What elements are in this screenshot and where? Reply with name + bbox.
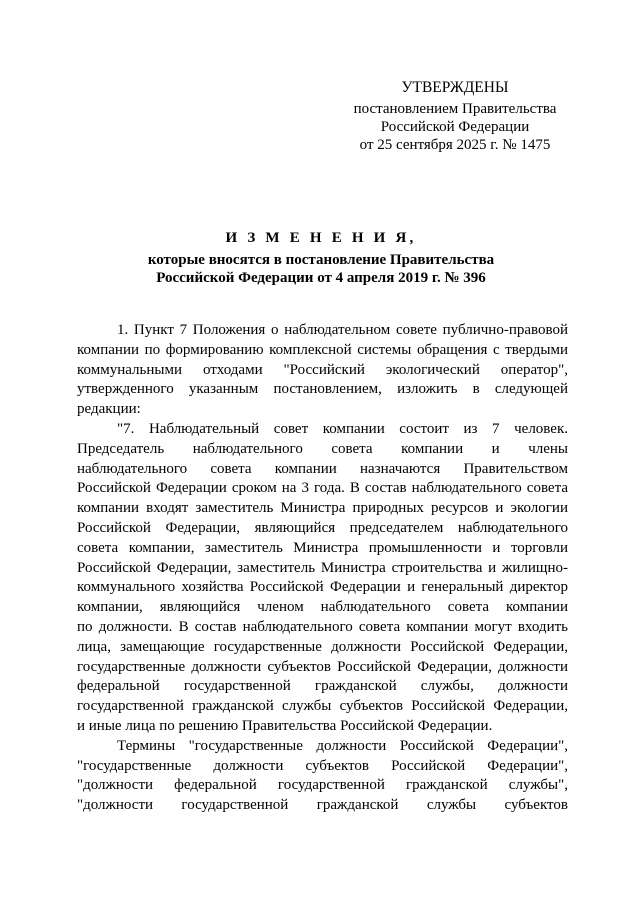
body-line: "государственные должности субъектов Российской Федерации", (77, 757, 568, 774)
subtitle-line: которые вносятся в постановление Правительства (147, 252, 495, 268)
body-line: утвержденного указанным постановлением, изложить в следующей (77, 381, 568, 398)
body-line: компании входят заместитель Министра природных ресурсов и экологии (77, 500, 568, 517)
body-line: "должности федеральной государственной гражданской службы", (77, 777, 568, 794)
document-title: И З М Е Н Е Н И Я, (225, 230, 417, 246)
body-line: "7. Наблюдательный совет компании состоит из 7 человек. (117, 420, 568, 437)
body-line: лица, замещающие государственные должности Российской Федерации, (77, 638, 568, 655)
body-line: Председатель наблюдательного совета компании и члены (77, 440, 568, 457)
body-line: "должности государственной гражданской службы субъектов (77, 797, 568, 814)
approval-title: УТВЕРЖДЕНЫ (401, 79, 509, 96)
body-line: компании по формированию комплексной системы обращения с твердыми (77, 341, 568, 358)
body-line: государственной гражданской службы субъектов Российской Федерации, (77, 698, 568, 715)
approval-line: постановлением Правительства (353, 101, 557, 117)
document-body (77, 321, 568, 816)
body-line: государственные должности субъектов Российской Федерации, должности (77, 658, 568, 675)
body-line: федеральной государственной гражданской службы, должности (77, 678, 568, 695)
approval-line: от 25 сентября 2025 г. № 1475 (359, 137, 551, 153)
body-line: редакции: (77, 401, 141, 418)
body-line: Российской Федерации сроком на 3 года. В состав наблюдательного совета (77, 480, 568, 497)
body-line: Российской Федерации, заместитель Министра строительства и жилищно- (77, 559, 568, 576)
body-line: и иные лица по решению Правительства Российской Федерации. (77, 717, 493, 734)
approval-line: Российской Федерации (380, 119, 530, 135)
body-line: компании, являющийся членом наблюдательного совета компании (77, 599, 568, 616)
body-line: 1. Пункт 7 Положения о наблюдательном совете публично-правовой (117, 322, 568, 338)
body-line: коммунальными отходами "Российский экологический оператор", (77, 361, 568, 378)
body-line: наблюдательного совета компании назначаются Правительством (77, 460, 568, 477)
body-line: совета компании, заместитель Министра промышленности и торговли (77, 539, 568, 556)
body-line: по должности. В состав наблюдательного совета компании могут входить (77, 618, 568, 635)
body-line: Термины "государственные должности Российской Федерации", (117, 737, 568, 754)
body-line: Российской Федерации, являющийся председателем наблюдательного (77, 519, 568, 536)
document-subtitle (70, 251, 572, 287)
approval-stamp (350, 79, 560, 154)
subtitle-line: Российской Федерации от 4 апреля 2019 г. № 396 (156, 270, 486, 286)
body-line: коммунального хозяйства Российской Федерации и генеральный директор (77, 579, 568, 596)
